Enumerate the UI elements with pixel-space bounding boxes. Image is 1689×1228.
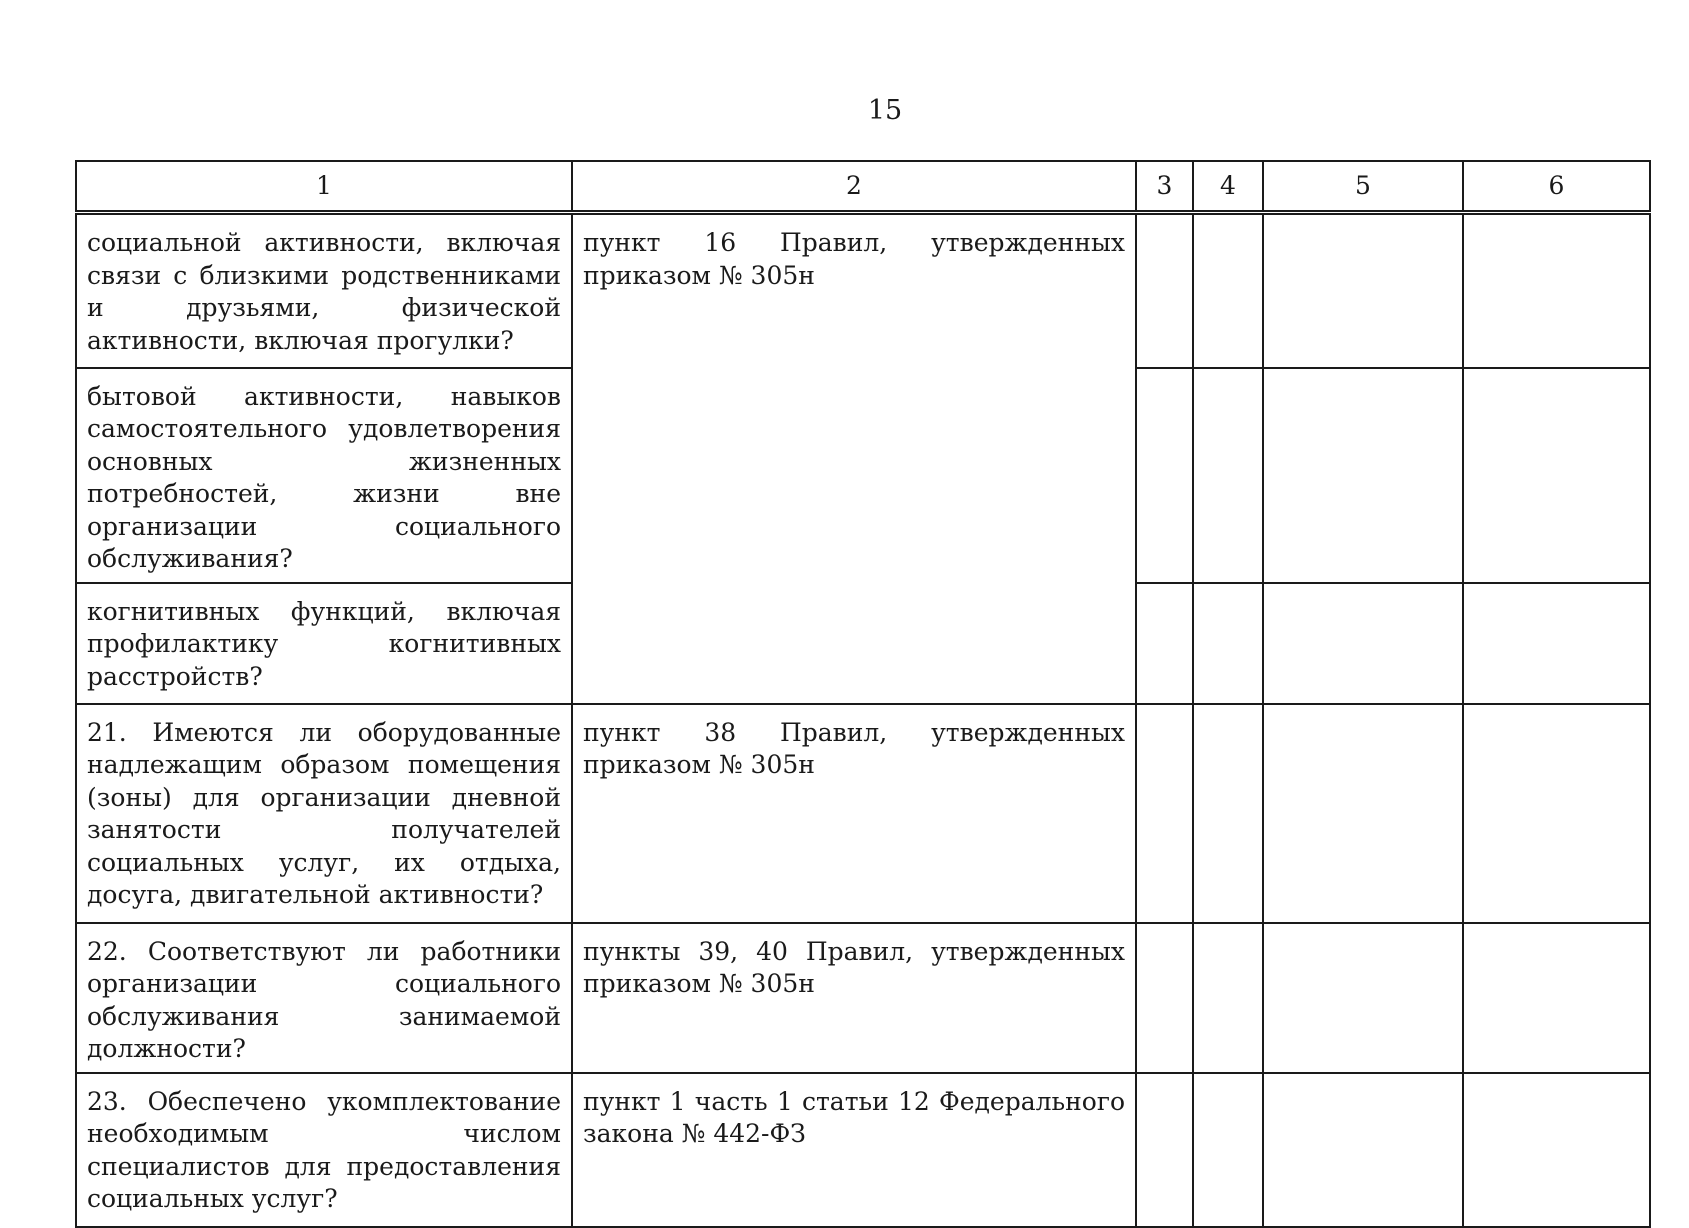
page-number: 15 — [867, 95, 903, 126]
answer-cell-6[interactable] — [1463, 583, 1650, 704]
answer-cell-5[interactable] — [1263, 213, 1463, 368]
column-header-2: 2 — [572, 161, 1136, 213]
answer-cell-4[interactable] — [1193, 1073, 1263, 1227]
answer-cell-3[interactable] — [1136, 213, 1193, 368]
answer-cell-6[interactable] — [1463, 923, 1650, 1073]
answer-cell-3[interactable] — [1136, 1073, 1193, 1227]
column-header-3: 3 — [1136, 161, 1193, 213]
answer-cell-4[interactable] — [1193, 213, 1263, 368]
answer-cell-4[interactable] — [1193, 583, 1263, 704]
table-row — [76, 704, 1650, 923]
answer-cell-4[interactable] — [1193, 704, 1263, 923]
column-header-4: 4 — [1193, 161, 1263, 213]
question-cell: когнитивных функций, включая профилактику когнитивных расстройств? — [76, 583, 572, 704]
checklist-table — [75, 160, 1651, 1228]
answer-cell-4[interactable] — [1193, 923, 1263, 1073]
answer-cell-6[interactable] — [1463, 368, 1650, 583]
table-row — [76, 213, 1650, 368]
question-cell: социальной активности, включая связи с близкими родственниками и друзьями, физической активности, включая прогулки? — [76, 213, 572, 368]
question-cell: бытовой активности, навыков самостоятельного удовлетворения основных жизненных потребностей, жизни вне организации социального обслуживания? — [76, 368, 572, 583]
question-cell: 22. Соответствуют ли работники организации социального обслуживания занимаемой должности? — [76, 923, 572, 1073]
table-row — [76, 923, 1650, 1073]
column-header-5: 5 — [1263, 161, 1463, 213]
reference-cell: пункты 39, 40 Правил, утвержденных приказом № 305н — [572, 923, 1136, 1073]
column-header-6: 6 — [1463, 161, 1650, 213]
answer-cell-6[interactable] — [1463, 1073, 1650, 1227]
answer-cell-3[interactable] — [1136, 704, 1193, 923]
question-cell: 23. Обеспечено укомплектование необходимым числом специалистов для предоставления социальных услуг? — [76, 1073, 572, 1227]
answer-cell-6[interactable] — [1463, 704, 1650, 923]
reference-cell: пункт 38 Правил, утвержденных приказом № 305н — [572, 704, 1136, 923]
column-header-1: 1 — [76, 161, 572, 213]
answer-cell-4[interactable] — [1193, 368, 1263, 583]
answer-cell-6[interactable] — [1463, 213, 1650, 368]
answer-cell-3[interactable] — [1136, 368, 1193, 583]
table-row — [76, 1073, 1650, 1227]
answer-cell-5[interactable] — [1263, 704, 1463, 923]
answer-cell-5[interactable] — [1263, 1073, 1463, 1227]
answer-cell-5[interactable] — [1263, 368, 1463, 583]
answer-cell-3[interactable] — [1136, 923, 1193, 1073]
question-cell: 21. Имеются ли оборудованные надлежащим образом помещения (зоны) для организации дневной занятости получателей социальных услуг, их отдыха, досуга, двигательной активности? — [76, 704, 572, 923]
answer-cell-5[interactable] — [1263, 923, 1463, 1073]
answer-cell-5[interactable] — [1263, 583, 1463, 704]
reference-cell: пункт 16 Правил, утвержденных приказом № 305н — [572, 213, 1136, 704]
reference-cell: пункт 1 часть 1 статьи 12 Федерального закона № 442-ФЗ — [572, 1073, 1136, 1227]
table-header-row — [76, 161, 1650, 213]
answer-cell-3[interactable] — [1136, 583, 1193, 704]
